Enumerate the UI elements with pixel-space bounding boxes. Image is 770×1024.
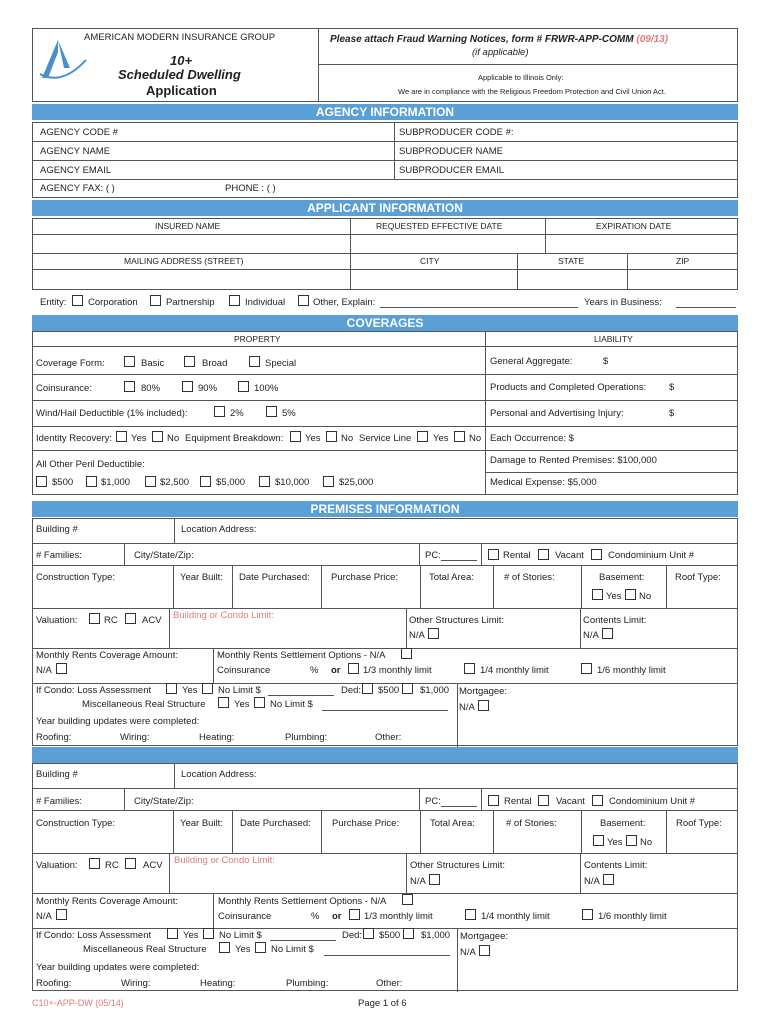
stories-label: # of Stories: (504, 572, 555, 583)
wind-2-checkbox[interactable] (214, 406, 225, 417)
equip-yes-label: Yes (305, 433, 321, 444)
misc-yes-checkbox[interactable] (218, 697, 229, 708)
partnership-checkbox[interactable] (150, 295, 161, 306)
coins-80-label: 80% (141, 383, 161, 394)
rental-checkbox[interactable] (488, 549, 499, 560)
identity-label: Identity Recovery: (36, 433, 113, 444)
condo-unit-label-2: Condominium Unit # (609, 796, 696, 807)
agency-email[interactable]: AGENCY EMAIL (40, 165, 112, 176)
agency-code[interactable]: AGENCY CODE # (40, 127, 118, 138)
wind-hail-label: Wind/Hail Deductible (1% included): (36, 408, 188, 419)
monthly-rents-na-checkbox[interactable] (56, 663, 67, 674)
loss-limit-label-2: No Limit $ (219, 930, 262, 941)
aop-2500-label: $2,500 (160, 477, 190, 488)
misc-yes-checkbox-2[interactable] (219, 942, 230, 953)
other-structures-na: N/A (409, 630, 425, 641)
service-line-label: Service Line (359, 433, 412, 444)
coins-100-checkbox[interactable] (238, 381, 249, 392)
applicant-heading: APPLICANT INFORMATION (32, 200, 738, 216)
aop-5000-label: $5,000 (216, 477, 246, 488)
building-limit-label-2: Building or Condo Limit: (174, 855, 275, 866)
purchase-price-label-2: Purchase Price: (332, 818, 400, 829)
other-structures-na-2: N/A (410, 876, 426, 887)
construction-label-2: Construction Type: (36, 818, 116, 829)
pc-label: PC: (425, 550, 441, 561)
aop-500-label: $500 (52, 477, 74, 488)
individual-label: Individual (245, 297, 286, 308)
location-address-label-2: Location Address: (181, 769, 257, 780)
basement-label: Basement: (599, 572, 645, 583)
aop-label: All Other Peril Deductible: (36, 459, 145, 470)
mortgagee-label-2: Mortgagee: (460, 931, 509, 942)
quarter-checkbox[interactable] (464, 663, 475, 674)
loss-assessment-no-checkbox[interactable] (202, 683, 213, 694)
quarter-checkbox-2[interactable] (465, 909, 476, 920)
pct-sign: % (310, 665, 319, 676)
stories-label-2: # of Stories: (506, 818, 557, 829)
basement-no-checkbox-2[interactable] (626, 835, 637, 846)
years-line[interactable] (676, 307, 736, 308)
city-state-zip-label-2: City/State/Zip: (134, 796, 194, 807)
aop-5000-checkbox[interactable] (200, 476, 211, 487)
valuation-acv-label-2: ACV (143, 860, 163, 871)
misc-limit-label: No Limit $ (270, 699, 313, 710)
mortgagee-na-checkbox-2[interactable] (479, 945, 490, 956)
monthly-rents-label-2: Monthly Rents Coverage Amount: (36, 896, 179, 907)
basic-label: Basic (141, 358, 165, 369)
wiring-label-2: Wiring: (121, 978, 151, 989)
coins-80-checkbox[interactable] (124, 381, 135, 392)
general-aggregate-dollar: $ (603, 356, 609, 367)
premises-heading: PREMISES INFORMATION (32, 501, 738, 517)
wind-5-label: 5% (282, 408, 296, 419)
valuation-acv-label: ACV (142, 615, 162, 626)
roof-type-label: Roof Type: (675, 572, 721, 583)
property-label: PROPERTY (234, 334, 281, 344)
aop-2500-checkbox[interactable] (145, 476, 156, 487)
coins-100-label: 100% (254, 383, 279, 394)
vacant-checkbox-2[interactable] (592, 795, 603, 806)
valuation-rc-checkbox-2[interactable] (89, 858, 100, 869)
special-checkbox[interactable] (249, 356, 260, 367)
basement-yes-checkbox[interactable] (592, 589, 603, 600)
ded-500-label-2: $500 (379, 930, 401, 941)
ded-1000-label: $1,000 (420, 685, 450, 696)
mortgagee-na-2: N/A (460, 947, 476, 958)
sixth-label: 1/6 monthly limit (597, 665, 666, 676)
title-line3: Application (146, 83, 217, 98)
valuation-acv-checkbox-2[interactable] (125, 858, 136, 869)
effective-date-label: REQUESTED EFFECTIVE DATE (376, 221, 503, 231)
loss-assessment-yes-checkbox[interactable] (166, 683, 177, 694)
insured-name-label: INSURED NAME (155, 221, 221, 231)
entity-label: Entity: (40, 297, 67, 308)
each-occurrence-label: Each Occurrence: $ (490, 433, 574, 444)
agency-heading: AGENCY INFORMATION (32, 104, 738, 120)
identity-no-checkbox[interactable] (152, 431, 163, 442)
coinsurance-label: Coinsurance: (36, 383, 92, 394)
misc-structure-label: Miscellaneous Real Structure (82, 699, 206, 710)
vacant-label: Vacant (555, 550, 584, 561)
liability-label: LIABILITY (594, 334, 633, 344)
rental-checkbox-2[interactable] (488, 795, 499, 806)
ded-500-checkbox[interactable] (362, 683, 373, 694)
rental-label: Rental (503, 550, 531, 561)
city-state-zip-label: City/State/Zip: (134, 550, 194, 561)
other-structures-na-checkbox[interactable] (428, 628, 439, 639)
other-explain-line[interactable] (380, 307, 578, 308)
aop-10000-checkbox[interactable] (259, 476, 270, 487)
if-applicable: (if applicable) (472, 47, 529, 58)
title-line1: 10+ (170, 53, 193, 68)
vacant-checkbox[interactable] (591, 549, 602, 560)
basement-no-label-2: No (640, 837, 653, 848)
equip-yes-checkbox[interactable] (290, 431, 301, 442)
ded-500-label: $500 (378, 685, 400, 696)
corporation-label: Corporation (88, 297, 138, 308)
third-checkbox-2[interactable] (349, 909, 360, 920)
monthly-rents-na-checkbox-2[interactable] (56, 909, 67, 920)
or-label-2: or (332, 911, 342, 922)
identity-yes-label: Yes (131, 433, 147, 444)
other-entity-checkbox[interactable] (298, 295, 309, 306)
basement-no-checkbox[interactable] (625, 589, 636, 600)
total-area-label: Total Area: (429, 572, 474, 583)
building-num-label-2: Building # (36, 769, 78, 780)
vacant-label-2: Vacant (556, 796, 585, 807)
agency-name[interactable]: AGENCY NAME (40, 146, 111, 157)
misc-yes-label-2: Yes (235, 944, 251, 955)
rental-vacant-checkbox-2[interactable] (538, 795, 549, 806)
zip-label: ZIP (676, 256, 690, 266)
loss-limit-label: No Limit $ (218, 685, 261, 696)
if-condo-label: If Condo: Loss Assessment (36, 685, 152, 696)
third-checkbox[interactable] (348, 663, 359, 674)
ded-500-checkbox-2[interactable] (363, 928, 374, 939)
expiration-date-label: EXPIRATION DATE (596, 221, 672, 231)
purchase-price-label: Purchase Price: (331, 572, 399, 583)
other-label: Other: (375, 732, 402, 743)
subproducer-email[interactable]: SUBPRODUCER EMAIL (399, 165, 505, 176)
monthly-rents-na-2: N/A (36, 911, 52, 922)
valuation-rc-checkbox[interactable] (89, 613, 100, 624)
misc-structure-label-2: Miscellaneous Real Structure (83, 944, 207, 955)
personal-dollar: $ (669, 408, 675, 419)
general-aggregate-label: General Aggregate: (490, 356, 573, 367)
misc-no-checkbox-2[interactable] (255, 942, 266, 953)
corporation-checkbox[interactable] (72, 295, 83, 306)
aop-1000-checkbox[interactable] (86, 476, 97, 487)
plumbing-label: Plumbing: (285, 732, 328, 743)
ded-label-2: Ded: (342, 930, 363, 941)
equip-no-checkbox[interactable] (326, 431, 337, 442)
other-structures-na-checkbox-2[interactable] (429, 874, 440, 885)
coinsurance-pct-label: Coinsurance (217, 665, 271, 676)
agency-fax[interactable]: AGENCY FAX: ( ) (40, 183, 115, 194)
aop-25000-label: $25,000 (339, 477, 374, 488)
valuation-label: Valuation: (36, 615, 78, 626)
updates-label-2: Year building updates were completed: (36, 962, 200, 973)
mailing-address-label: MAILING ADDRESS (STREET) (124, 256, 244, 266)
heating-label-2: Heating: (200, 978, 236, 989)
total-area-label-2: Total Area: (430, 818, 475, 829)
broad-checkbox[interactable] (184, 356, 195, 367)
city-label: CITY (420, 256, 440, 266)
personal-label: Personal and Advertising Injury: (490, 408, 624, 419)
identity-yes-checkbox[interactable] (116, 431, 127, 442)
settlement-na-checkbox[interactable] (401, 648, 412, 659)
basic-checkbox[interactable] (124, 356, 135, 367)
third-label: 1/3 monthly limit (363, 665, 432, 676)
coverage-form-label: Coverage Form: (36, 358, 105, 369)
wind-2-label: 2% (230, 408, 244, 419)
contents-na-2: N/A (584, 876, 600, 887)
settlement-na-checkbox-2[interactable] (402, 894, 413, 905)
ded-1000-checkbox[interactable] (402, 683, 413, 694)
agency-phone[interactable]: PHONE : ( ) (225, 183, 276, 194)
date-purchased-label-2: Date Purchased: (240, 818, 311, 829)
settlement-label: Monthly Rents Settlement Options - N/A (217, 650, 386, 661)
misc-limit-label-2: No Limit $ (271, 944, 314, 955)
aop-10000-label: $10,000 (275, 477, 310, 488)
building-num-label: Building # (36, 524, 78, 535)
or-label: or (331, 665, 341, 676)
aop-25000-checkbox[interactable] (323, 476, 334, 487)
coinsurance-pct-label-2: Coinsurance (218, 911, 272, 922)
basement-yes-label-2: Yes (607, 837, 623, 848)
roof-type-label-2: Roof Type: (676, 818, 722, 829)
contents-na-checkbox[interactable] (602, 628, 613, 639)
products-dollar: $ (669, 382, 675, 393)
contents-na-checkbox-2[interactable] (603, 874, 614, 885)
title-line2: Scheduled Dwelling (118, 67, 241, 82)
mortgagee-na-checkbox[interactable] (478, 700, 489, 711)
roofing-label-2: Roofing: (36, 978, 72, 989)
contents-label: Contents Limit: (583, 615, 647, 626)
building-2-band (32, 747, 738, 763)
third-label-2: 1/3 monthly limit (364, 911, 433, 922)
plumbing-label-2: Plumbing: (286, 978, 329, 989)
years-in-business-label: Years in Business: (584, 297, 662, 308)
monthly-rents-label: Monthly Rents Coverage Amount: (36, 650, 179, 661)
year-built-label: Year Built: (180, 572, 223, 583)
medical-label: Medical Expense: $5,000 (490, 477, 597, 488)
partnership-label: Partnership (166, 297, 215, 308)
construction-label: Construction Type: (36, 572, 116, 583)
sixth-label-2: 1/6 monthly limit (598, 911, 667, 922)
monthly-rents-na: N/A (36, 665, 52, 676)
rental-label-2: Rental (504, 796, 532, 807)
subproducer-name[interactable]: SUBPRODUCER NAME (399, 146, 503, 157)
valuation-rc-label: RC (104, 615, 118, 626)
fraud-notice: Please attach Fraud Warning Notices, form # FRWR-APP-COMM (09/13) (330, 34, 669, 45)
illinois-only: Applicable to Illinois Only: (478, 73, 564, 82)
subproducer-code[interactable]: SUBPRODUCER CODE #: (399, 127, 514, 138)
service-yes-checkbox[interactable] (417, 431, 428, 442)
ded-label: Ded: (341, 685, 362, 696)
pct-sign-2: % (311, 911, 320, 922)
roofing-label: Roofing: (36, 732, 72, 743)
families-label: # Families: (36, 550, 82, 561)
quarter-label: 1/4 monthly limit (480, 665, 549, 676)
loss-assessment-yes-checkbox-2[interactable] (167, 928, 178, 939)
aop-500-checkbox[interactable] (36, 476, 47, 487)
coins-90-checkbox[interactable] (182, 381, 193, 392)
date-purchased-label: Date Purchased: (239, 572, 310, 583)
loss-yes-label: Yes (182, 685, 198, 696)
special-label: Special (265, 358, 297, 369)
condo-unit-label: Condominium Unit # (608, 550, 695, 561)
misc-yes-label: Yes (234, 699, 250, 710)
families-label-2: # Families: (36, 796, 82, 807)
wiring-label: Wiring: (120, 732, 150, 743)
basement-yes-checkbox-2[interactable] (593, 835, 604, 846)
location-address-label: Location Address: (181, 524, 257, 535)
updates-label: Year building updates were completed: (36, 716, 200, 727)
pc-label-2: PC: (425, 796, 441, 807)
mortgagee-label: Mortgagee: (459, 686, 508, 697)
valuation-acv-checkbox[interactable] (125, 613, 136, 624)
if-condo-label-2: If Condo: Loss Assessment (36, 930, 152, 941)
heating-label: Heating: (199, 732, 235, 743)
sixth-checkbox-2[interactable] (582, 909, 593, 920)
compliance-text: We are in compliance with the Religious Freedom Protection and Civil Union Act. (398, 87, 666, 96)
year-built-label-2: Year Built: (180, 818, 223, 829)
valuation-label-2: Valuation: (36, 860, 78, 871)
products-label: Products and Completed Operations: (490, 382, 647, 393)
coverages-heading: COVERAGES (32, 315, 738, 331)
individual-checkbox[interactable] (229, 295, 240, 306)
basement-no-label: No (639, 591, 652, 602)
other-explain-label: Other, Explain: (313, 297, 376, 308)
mortgagee-na: N/A (459, 702, 475, 713)
rental-vacant-checkbox[interactable] (538, 549, 549, 560)
page-number: Page 1 of 6 (358, 998, 407, 1009)
other-structures-label: Other Structures Limit: (409, 615, 505, 626)
sixth-checkbox[interactable] (581, 663, 592, 674)
valuation-rc-label-2: RC (105, 860, 119, 871)
other-label-2: Other: (376, 978, 403, 989)
quarter-label-2: 1/4 monthly limit (481, 911, 550, 922)
ded-1000-label-2: $1,000 (421, 930, 451, 941)
misc-no-checkbox[interactable] (254, 697, 265, 708)
loss-assessment-no-checkbox-2[interactable] (203, 928, 214, 939)
ded-1000-checkbox-2[interactable] (403, 928, 414, 939)
basement-yes-label: Yes (606, 591, 622, 602)
contents-label-2: Contents Limit: (584, 860, 648, 871)
coins-90-label: 90% (198, 383, 218, 394)
service-yes-label: Yes (433, 433, 449, 444)
wind-5-checkbox[interactable] (266, 406, 277, 417)
other-structures-label-2: Other Structures Limit: (410, 860, 506, 871)
broad-label: Broad (202, 358, 228, 369)
settlement-label-2: Monthly Rents Settlement Options - N/A (218, 896, 387, 907)
company-name: AMERICAN MODERN INSURANCE GROUP (84, 32, 276, 43)
damage-rented-label: Damage to Rented Premises: $100,000 (490, 455, 657, 466)
form-id: C10+-APP-DW (05/14) (32, 998, 124, 1008)
service-no-checkbox[interactable] (454, 431, 465, 442)
basement-label-2: Basement: (600, 818, 646, 829)
service-no-label: No (469, 433, 482, 444)
loss-yes-label-2: Yes (183, 930, 199, 941)
identity-no-label: No (167, 433, 180, 444)
building-limit-label: Building or Condo Limit: (173, 610, 274, 621)
equip-label: Equipment Breakdown: (185, 433, 284, 444)
aop-1000-label: $1,000 (101, 477, 131, 488)
state-label: STATE (558, 256, 585, 266)
contents-na: N/A (583, 630, 599, 641)
equip-no-label: No (341, 433, 354, 444)
